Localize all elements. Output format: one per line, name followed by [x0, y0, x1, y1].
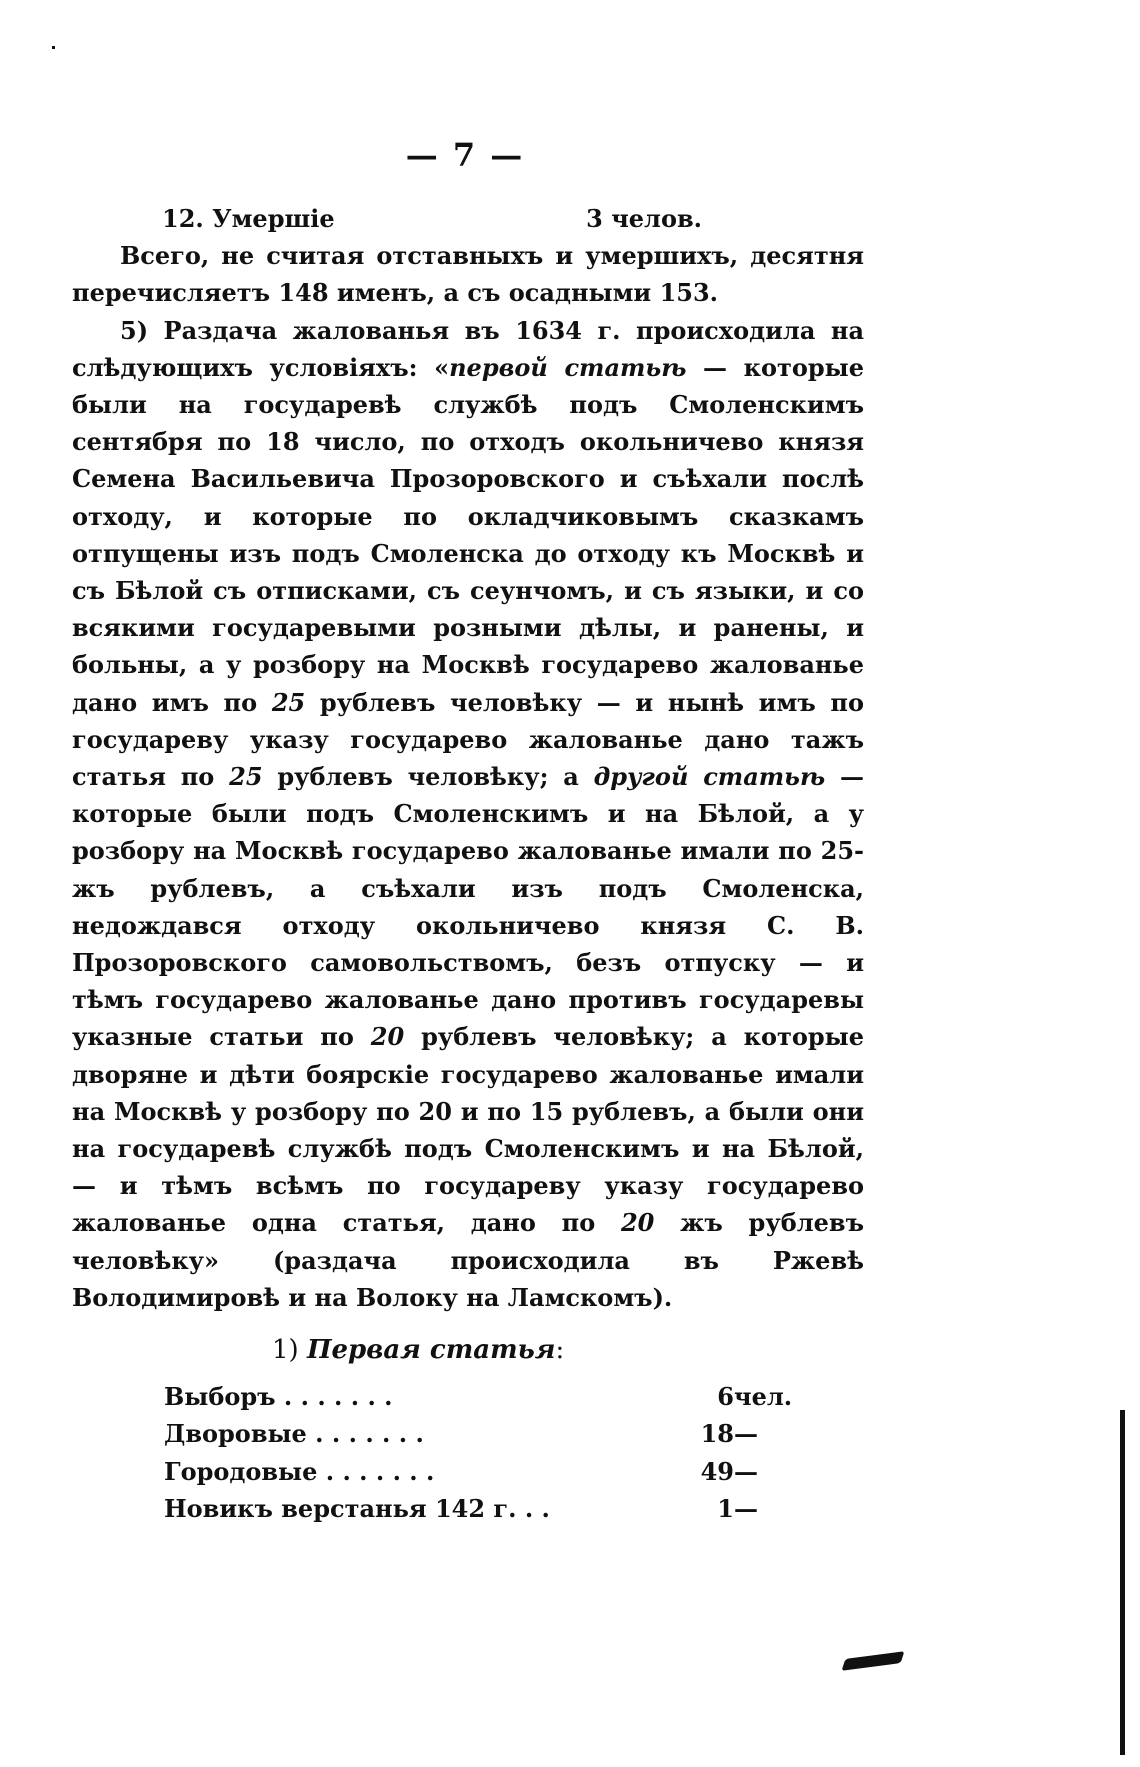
p5-text-4: рублевъ человѣку; а: [262, 762, 594, 792]
heading-colon: :: [555, 1335, 565, 1366]
line-12-label: 12. Умершіе: [162, 204, 335, 233]
table-row: [164, 1453, 794, 1490]
table-row: [164, 1378, 794, 1415]
row-value: 18: [700, 1419, 734, 1449]
p5-italic-3: 25: [229, 762, 263, 792]
p5-text-2: — которые были на государевѣ службѣ подъ Смоленскимъ сентября по 18 число, по отходъ окольничево князя Семена Васильевича Прозоровского и съѣхали послѣ отходу, и которые по окладчиковымъ сказкамъ отпущены изъ подъ Смоленска до отходу къ Москвѣ и съ Бѣлой съ отписками, съ сеунчомъ, и съ языки, и со всякими государевыми розными дѣлы, и ранены, и больны, а у розбору на Москвѣ государево жалованье дано имъ по: [72, 352, 864, 717]
summary-paragraph: Всего, не считая отставныхъ и умершихъ, десятня перечисляетъ 148 именъ, а съ осадными 153.: [72, 241, 864, 308]
ink-smudge: [842, 1651, 905, 1671]
row-unit: —: [734, 1419, 758, 1449]
table-row: [164, 1490, 794, 1527]
row-label: Новикъ верстанья 142 г.: [164, 1493, 517, 1523]
section-heading: [72, 1330, 864, 1370]
row-label: Выборъ: [164, 1382, 276, 1412]
page-number: — 7 —: [405, 136, 525, 174]
row-value: 6: [717, 1382, 734, 1412]
p5-italic-4: другой статьѣ: [593, 762, 826, 792]
row-value: 1: [717, 1493, 734, 1523]
table-row: [164, 1415, 794, 1452]
row-unit: —: [734, 1456, 758, 1486]
p5-italic-1: первой статьѣ: [449, 352, 687, 382]
row-leader: . . . . . . .: [275, 1382, 393, 1412]
p5-italic-6: 20: [620, 1208, 655, 1238]
row-label: Городовые: [164, 1456, 318, 1486]
row-leader: . . . . . . .: [317, 1456, 435, 1486]
p5-text-5: — которые были подъ Смоленскимъ и на Бѣлой, а у розбору на Москвѣ государево жалованье имали по 25-жъ рублевъ, а съѣхали изъ подъ Смоленска, недождався отходу окольничево князя С. В. Прозоровского самовольствомъ, безъ отпуску — и тѣмъ государево жалованье дано противъ государевы указные статьи по: [72, 762, 864, 1052]
document-body: [72, 200, 864, 1527]
paragraph-5: [72, 312, 864, 1316]
row-label-cell: [164, 1415, 684, 1452]
line-12-value: 3 челов.: [586, 204, 702, 233]
row-label-cell: [164, 1378, 684, 1415]
p5-text-1: 5) Раздача жалованья въ 1634 г. происходила на слѣдующихъ условіяхъ: «: [72, 315, 864, 382]
p5-text-7: жъ рублевъ человѣку» (раздача происходила въ Ржевѣ Володимировѣ и на Волоку на Ламскомъ).: [72, 1208, 864, 1312]
row-label: Дворовые: [164, 1419, 307, 1449]
row-unit: —: [734, 1493, 758, 1523]
scan-edge-mark: [1120, 1410, 1125, 1755]
line-12: [72, 200, 702, 237]
p5-italic-2: 25: [271, 687, 306, 717]
row-label-cell: [164, 1490, 684, 1527]
p5-text-3: рублевъ человѣку — и нынѣ имъ по государеву указу государево жалованье дано тажъ статья по: [72, 687, 864, 792]
heading-number: 1): [272, 1335, 299, 1366]
p5-italic-5: 20: [370, 1022, 405, 1052]
row-unit: чел.: [734, 1382, 793, 1412]
row-label-cell: [164, 1453, 684, 1490]
row-leader: . .: [516, 1493, 550, 1523]
stats-table: [164, 1378, 794, 1527]
row-leader: . . . . . . .: [306, 1419, 424, 1449]
scan-speck: [52, 46, 55, 49]
p5-text-6: рублевъ человѣку; а которые дворяне и дѣти боярскіе государево жалованье имали на Москвѣ у розбору по 20 и по 15 рублевъ, а были они на государевѣ службѣ подъ Смоленскимъ и на Бѣлой, — и тѣмъ всѣмъ по государеву указу государево жалованье одна статья, дано по: [72, 1022, 864, 1238]
row-value: 49: [700, 1456, 734, 1486]
heading-title: Первая статья: [306, 1335, 556, 1366]
